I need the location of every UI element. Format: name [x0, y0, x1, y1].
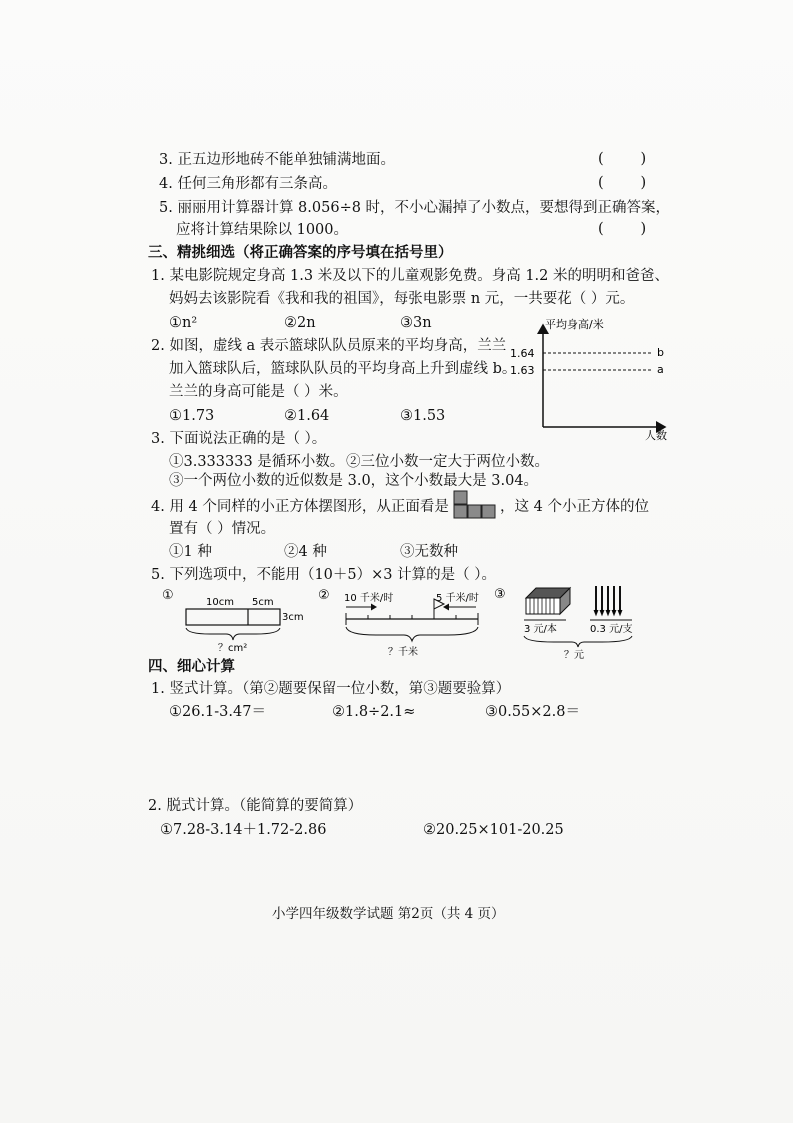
q5-fig1-height: 3cm [282, 612, 304, 623]
chart-label-b: b [657, 346, 664, 359]
s3-q2-line1: 2. 如图，虚线 a 表示篮球队队员原来的平均身高，兰兰 [151, 338, 507, 354]
s4-q1-c: ③0.55×2.8＝ [485, 704, 580, 720]
answer-paren-q3[interactable]: ( ) [598, 151, 647, 167]
judge-q5-line1: 5. 丽丽用计算器计算 8.056÷8 时，不小心漏掉了小数点，要想得到正确答案， [159, 200, 671, 216]
s4-q2-b: ②20.25×101-20.25 [423, 822, 564, 838]
s3-q2-line2: 加入篮球队后，篮球队队员的平均身高上升到虚线 b。 [169, 361, 517, 377]
distance-brace [346, 627, 478, 641]
price-brace [524, 636, 632, 647]
q5-fig1-area: ？cm² [218, 643, 248, 654]
books-stack-icon [526, 588, 570, 614]
cube-front-view-icon [452, 489, 498, 521]
answer-paren-q5[interactable]: ( ) [598, 221, 647, 237]
q5-fig1-width2: 5cm [252, 597, 274, 608]
s3-q5-line1: 5. 下列选项中，不能用（10＋5）×3 计算的是（ ）。 [151, 567, 496, 583]
s3-q4-line2: 置有（ ）情况。 [169, 521, 276, 537]
s4-q1-a: ①26.1-3.47＝ [169, 704, 266, 720]
s4-q2-title: 2. 脱式计算。（能简算的要简算） [148, 798, 363, 814]
s3-q4-line1a: 4. 用 4 个同样的小正方体摆图形，从正面看是 [151, 499, 449, 515]
q5-fig1-width1: 10cm [206, 597, 234, 608]
chart-value-b: 1.64 [510, 347, 535, 360]
rect-outline [186, 609, 280, 625]
pencils-icon [596, 586, 620, 610]
q5-figure-books-pencils [492, 580, 652, 660]
page-footer: 小学四年级数学试题 第2页（共 4 页） [272, 906, 505, 922]
s3-q4-option1: ①1 种 [169, 544, 212, 560]
section4-title: 四、细心计算 [148, 658, 235, 675]
s3-q3-option3: ③一个两位小数的近似数是 3.0，这个小数最大是 3.04。 [169, 473, 539, 489]
s3-q2-option2: ②1.64 [284, 408, 330, 424]
s3-q1-line2: 妈妈去该影院看《我和我的祖国》，每张电影票 n 元，一共要花（ ）元。 [169, 291, 635, 307]
s3-q2-line3: 兰兰的身高可能是（ ）米。 [169, 384, 348, 400]
chart-value-a: 1.63 [510, 364, 535, 377]
s3-q1-option2: ②2n [284, 315, 316, 331]
s3-q1-line1: 1. 某电影院规定身高 1.3 米及以下的儿童观影免费。身高 1.2 米的明明和爸爸、 [151, 268, 669, 284]
s4-q1-b: ②1.8÷2.1≈ [332, 704, 416, 720]
section3-title: 三、精挑细选（将正确答案的序号填在括号里） [148, 244, 453, 261]
q5-fig3-number: ③ [494, 587, 506, 602]
q5-fig2-speed2: 5 千米/时 [436, 593, 479, 604]
judge-q3: 3. 正五边形地砖不能单独铺满地面。 [159, 152, 395, 168]
q5-fig1-number: ① [162, 588, 174, 603]
q5-fig2-number: ② [318, 588, 330, 603]
q5-fig2-speed1: 10 千米/时 [344, 593, 394, 604]
q5-fig2-distance: ？千米 [388, 647, 418, 658]
s3-q3-option1: ①3.333333 是循环小数。 [169, 454, 345, 470]
s4-q2-a: ①7.28-3.14＋1.72-2.86 [160, 822, 327, 838]
chart-label-a: a [657, 363, 664, 376]
q5-figure-rectangle [160, 585, 310, 655]
s3-q4-line1b: ，这 4 个小正方体的位 [500, 499, 649, 515]
judge-q4: 4. 任何三角形都有三条高。 [159, 176, 337, 192]
s3-q3-line1: 3. 下面说法正确的是（ ）。 [151, 431, 327, 447]
judge-q5-line2: 应将计算结果除以 1000。 [176, 222, 349, 238]
s3-q4-option3: ③无数种 [400, 544, 458, 560]
q5-fig3-total: ？元 [564, 650, 584, 660]
answer-paren-q4[interactable]: ( ) [598, 175, 647, 191]
s3-q1-option1: ①n² [169, 315, 198, 331]
q5-fig3-pencil-price: 0.3 元/支 [590, 624, 633, 635]
s4-q1-title: 1. 竖式计算。（第②题要保留一位小数，第③题要验算） [151, 681, 511, 697]
average-height-chart [505, 315, 685, 445]
s3-q2-option3: ③1.53 [400, 408, 446, 424]
rect-brace [186, 628, 280, 640]
chart-y-label: 平均身高/米 [545, 318, 604, 331]
pencil-tips [594, 610, 622, 615]
s3-q3-option2: ②三位小数一定大于两位小数。 [346, 454, 549, 470]
s3-q2-option1: ①1.73 [169, 408, 215, 424]
chart-x-label: 人数 [645, 429, 667, 442]
s3-q1-option3: ③3n [400, 315, 432, 331]
q5-figure-distance [316, 585, 491, 660]
s3-q4-option2: ②4 种 [284, 544, 327, 560]
q5-fig3-book-price: 3 元/本 [524, 624, 557, 635]
